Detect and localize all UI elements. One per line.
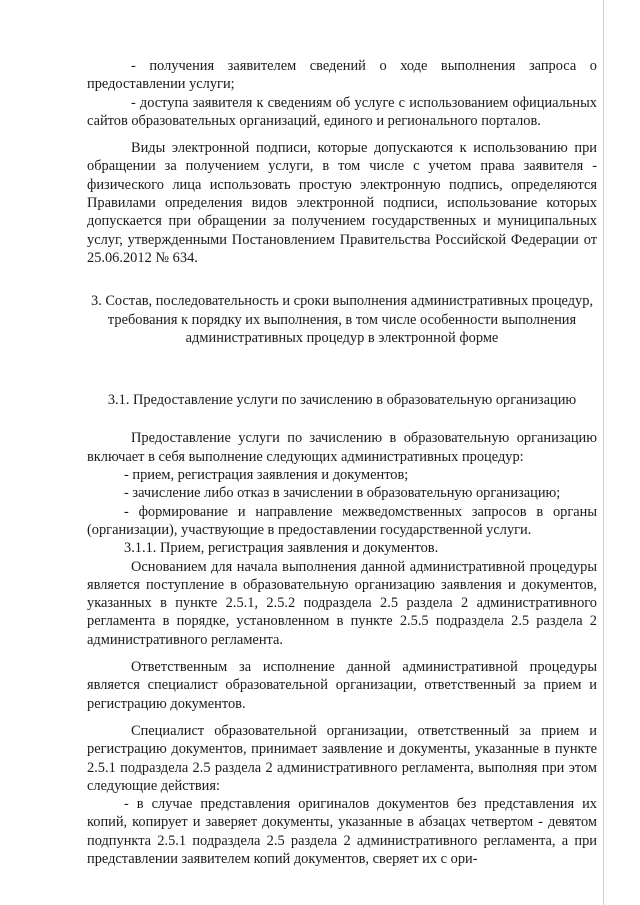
list-item-reception: - прием, регистрация заявления и документов; [124, 467, 409, 484]
paragraph-specialist-actions: Специалист образовательной организации, ответственный за прием и регистрацию документов, принимает заявление и документы, указанные в пункте 2.5.1 подраздела 2.5 раздела 2 административного регламента, выполняя при этом следующие действия: [87, 722, 597, 794]
list-item-enrollment: - зачисление либо отказ в зачислении в образовательную организацию; [124, 485, 561, 502]
paragraph-basis: Основанием для начала выполнения данной административной процедуры является поступление в образовательную организацию заявления и документов, указанных в пункте 2.5.1, 2.5.2 подраздела 2.5 раздела 2 административного регламента в порядке, установленном в пункте 2.5.5 подраздела 2.5 раздела 2 административного регламента. [87, 558, 597, 648]
page-edge-line [603, 0, 604, 905]
clause-3-1-1-heading: 3.1.1. Прием, регистрация заявления и документов. [124, 540, 439, 557]
paragraph-service-info-access: - доступа заявителя к сведениям об услуге с использованием официальных сайтов образовательных организаций, единого и регионального порталов. [87, 94, 597, 129]
section-heading-3: 3. Состав, последовательность и сроки выполнения административных процедур, требования к порядку их выполнения, в том числе особенности выполнения административных процедур в электронной форме [90, 293, 594, 346]
paragraph-responsible: Ответственным за исполнение данной административной процедуры является специалист образовательной организации, ответственный за прием и регистрацию документов. [87, 659, 597, 712]
document-page [87, 57, 597, 868]
paragraph-procedures-intro: Предоставление услуги по зачислению в образовательную организацию включает в себя выполнение следующих административных процедур: [87, 430, 597, 465]
paragraph-copy-originals: - в случае представления оригиналов документов без представления их копий, копирует и заверяет документы, указанные в абзацах четвертом - девятом подпункта 2.5.1 подраздела 2.5 раздела 2 административного регламента, а при представлении заявителем копий документов, сверяет их с ори- [87, 796, 597, 867]
list-item-interagency-requests: - формирование и направление межведомственных запросов в органы (организации), участвующие в предоставлении государственной услуги. [87, 503, 597, 538]
subsection-heading-3-1: 3.1. Предоставление услуги по зачислению в образовательную организацию [107, 392, 577, 409]
paragraph-electronic-signature: Виды электронной подписи, которые допускаются к использованию при обращении за получением услуги, в том числе с учетом права заявителя - физического лица использовать простую электронную подпись, определяются Правилами определения видов электронной подписи, использование которых допускается при обращении за получением государственных и муниципальных услуг, утвержденными Постановлением Правительства Российской Федерации от 25.06.2012 № 634. [87, 140, 597, 266]
paragraph-progress-info: - получения заявителем сведений о ходе выполнения запроса о предоставлении услуги; [87, 58, 597, 93]
